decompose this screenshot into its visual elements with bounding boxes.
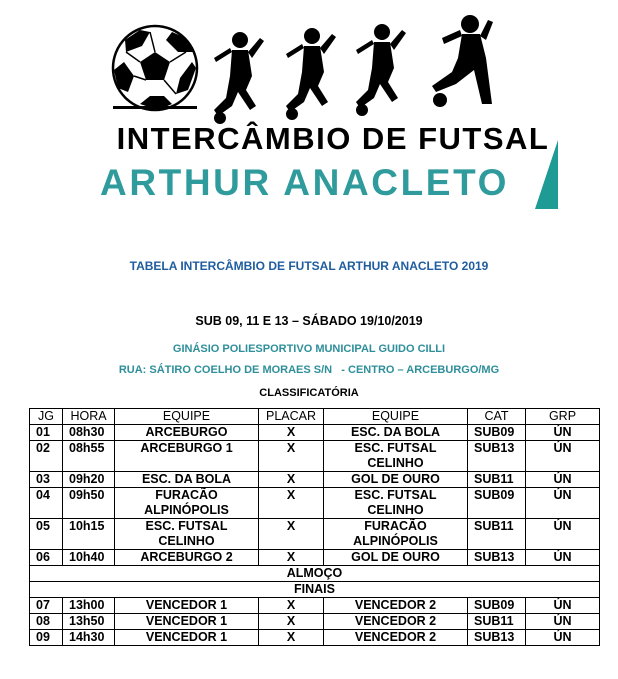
team-a-cell: FURACÃO ALPINÓPOLIS xyxy=(115,488,259,519)
game-time-cell: 13h50 xyxy=(63,614,115,630)
final-table-row xyxy=(30,614,600,630)
column-header-grp: GRP xyxy=(526,409,600,425)
score-x-cell: X xyxy=(259,488,324,519)
group-cell: ÚN xyxy=(526,598,600,614)
score-x-cell: X xyxy=(259,550,324,566)
game-number-cell: 09 xyxy=(30,630,63,646)
category-cell: SUB11 xyxy=(468,472,526,488)
team-a-cell: ESC. DA BOLA xyxy=(115,472,259,488)
team-a-cell: ARCEBURGO xyxy=(115,425,259,441)
team-b-cell: VENCEDOR 2 xyxy=(324,598,468,614)
player-silhouette-icon xyxy=(432,15,493,107)
table-row xyxy=(30,472,600,488)
game-number-cell: 01 xyxy=(30,425,63,441)
team-b-cell: ESC. FUTSAL CELINHO xyxy=(324,488,468,519)
game-time-cell: 09h20 xyxy=(63,472,115,488)
game-number-cell: 03 xyxy=(30,472,63,488)
team-b-cell: VENCEDOR 2 xyxy=(324,630,468,646)
table-row xyxy=(30,550,600,566)
team-b-cell: GOL DE OURO xyxy=(324,550,468,566)
column-header-jg: JG xyxy=(30,409,63,425)
team-b-cell: VENCEDOR 2 xyxy=(324,614,468,630)
table-header-row xyxy=(30,409,600,425)
team-a-cell: ARCEBURGO 2 xyxy=(115,550,259,566)
game-number-cell: 02 xyxy=(30,441,63,472)
group-cell: ÚN xyxy=(526,614,600,630)
player-silhouette-icon xyxy=(286,28,336,120)
team-a-cell: VENCEDOR 1 xyxy=(115,598,259,614)
game-time-cell: 08h55 xyxy=(63,441,115,472)
group-cell: ÚN xyxy=(526,472,600,488)
team-a-cell: ARCEBURGO 1 xyxy=(115,441,259,472)
game-number-cell: 07 xyxy=(30,598,63,614)
game-time-cell: 10h15 xyxy=(63,519,115,550)
game-time-cell: 14h30 xyxy=(63,630,115,646)
group-cell: ÚN xyxy=(526,488,600,519)
table-row xyxy=(30,519,600,550)
event-line: SUB 09, 11 E 13 – SÁBADO 19/10/2019 xyxy=(195,314,423,328)
lunch-label: ALMOÇO xyxy=(30,566,600,582)
table-row xyxy=(30,441,600,472)
player-silhouette-icon xyxy=(356,24,406,116)
game-number-cell: 06 xyxy=(30,550,63,566)
soccer-ball-icon xyxy=(113,26,197,110)
column-header-placar: PLACAR xyxy=(259,409,324,425)
category-cell: SUB13 xyxy=(468,550,526,566)
group-cell: ÚN xyxy=(526,630,600,646)
column-header-equipe-b: EQUIPE xyxy=(324,409,468,425)
group-cell: ÚN xyxy=(526,425,600,441)
game-time-cell: 08h30 xyxy=(63,425,115,441)
venue: GINÁSIO POLIESPORTIVO MUNICIPAL GUIDO CILLI xyxy=(172,343,446,355)
group-cell: ÚN xyxy=(526,441,600,472)
group-cell: ÚN xyxy=(526,519,600,550)
game-number-cell: 05 xyxy=(30,519,63,550)
category-cell: SUB13 xyxy=(468,441,526,472)
table-title: TABELA INTERCÂMBIO DE FUTSAL ARTHUR ANACLETO 2019 xyxy=(129,259,489,273)
final-table-row xyxy=(30,630,600,646)
category-cell: SUB11 xyxy=(468,519,526,550)
column-header-equipe-a: EQUIPE xyxy=(115,409,259,425)
score-x-cell: X xyxy=(259,441,324,472)
group-cell: ÚN xyxy=(526,550,600,566)
team-a-cell: ESC. FUTSAL CELINHO xyxy=(115,519,259,550)
game-time-cell: 13h00 xyxy=(63,598,115,614)
score-x-cell: X xyxy=(259,472,324,488)
category-cell: SUB11 xyxy=(468,614,526,630)
team-b-cell: FURACÃO ALPINÓPOLIS xyxy=(324,519,468,550)
score-x-cell: X xyxy=(259,598,324,614)
final-table-row xyxy=(30,598,600,614)
score-x-cell: X xyxy=(259,614,324,630)
lunch-row xyxy=(30,566,600,582)
table-row xyxy=(30,488,600,519)
team-b-cell: GOL DE OURO xyxy=(324,472,468,488)
column-header-hora: HORA xyxy=(63,409,115,425)
phase-label: CLASSIFICATÓRIA xyxy=(259,387,359,399)
score-x-cell: X xyxy=(259,519,324,550)
table-row xyxy=(30,425,600,441)
event-subtitle: ARTHUR ANACLETO xyxy=(100,162,509,203)
event-title: INTERCÂMBIO DE FUTSAL xyxy=(116,121,550,156)
finals-label: FINAIS xyxy=(30,582,600,598)
game-time-cell: 09h50 xyxy=(63,488,115,519)
score-x-cell: X xyxy=(259,630,324,646)
player-silhouette-icon xyxy=(214,32,264,124)
column-header-cat: CAT xyxy=(468,409,526,425)
category-cell: SUB09 xyxy=(468,598,526,614)
team-b-cell: ESC. DA BOLA xyxy=(324,425,468,441)
team-a-cell: VENCEDOR 1 xyxy=(115,630,259,646)
team-b-cell: ESC. FUTSAL CELINHO xyxy=(324,441,468,472)
finals-row xyxy=(30,582,600,598)
category-cell: SUB09 xyxy=(468,488,526,519)
score-x-cell: X xyxy=(259,425,324,441)
category-cell: SUB09 xyxy=(468,425,526,441)
game-time-cell: 10h40 xyxy=(63,550,115,566)
game-number-cell: 08 xyxy=(30,614,63,630)
address: RUA: SÁTIRO COELHO DE MORAES S/N - CENTRO – ARCEBURGO/MG xyxy=(118,364,500,376)
team-a-cell: VENCEDOR 1 xyxy=(115,614,259,630)
game-number-cell: 04 xyxy=(30,488,63,519)
category-cell: SUB13 xyxy=(468,630,526,646)
schedule-table xyxy=(29,408,600,646)
